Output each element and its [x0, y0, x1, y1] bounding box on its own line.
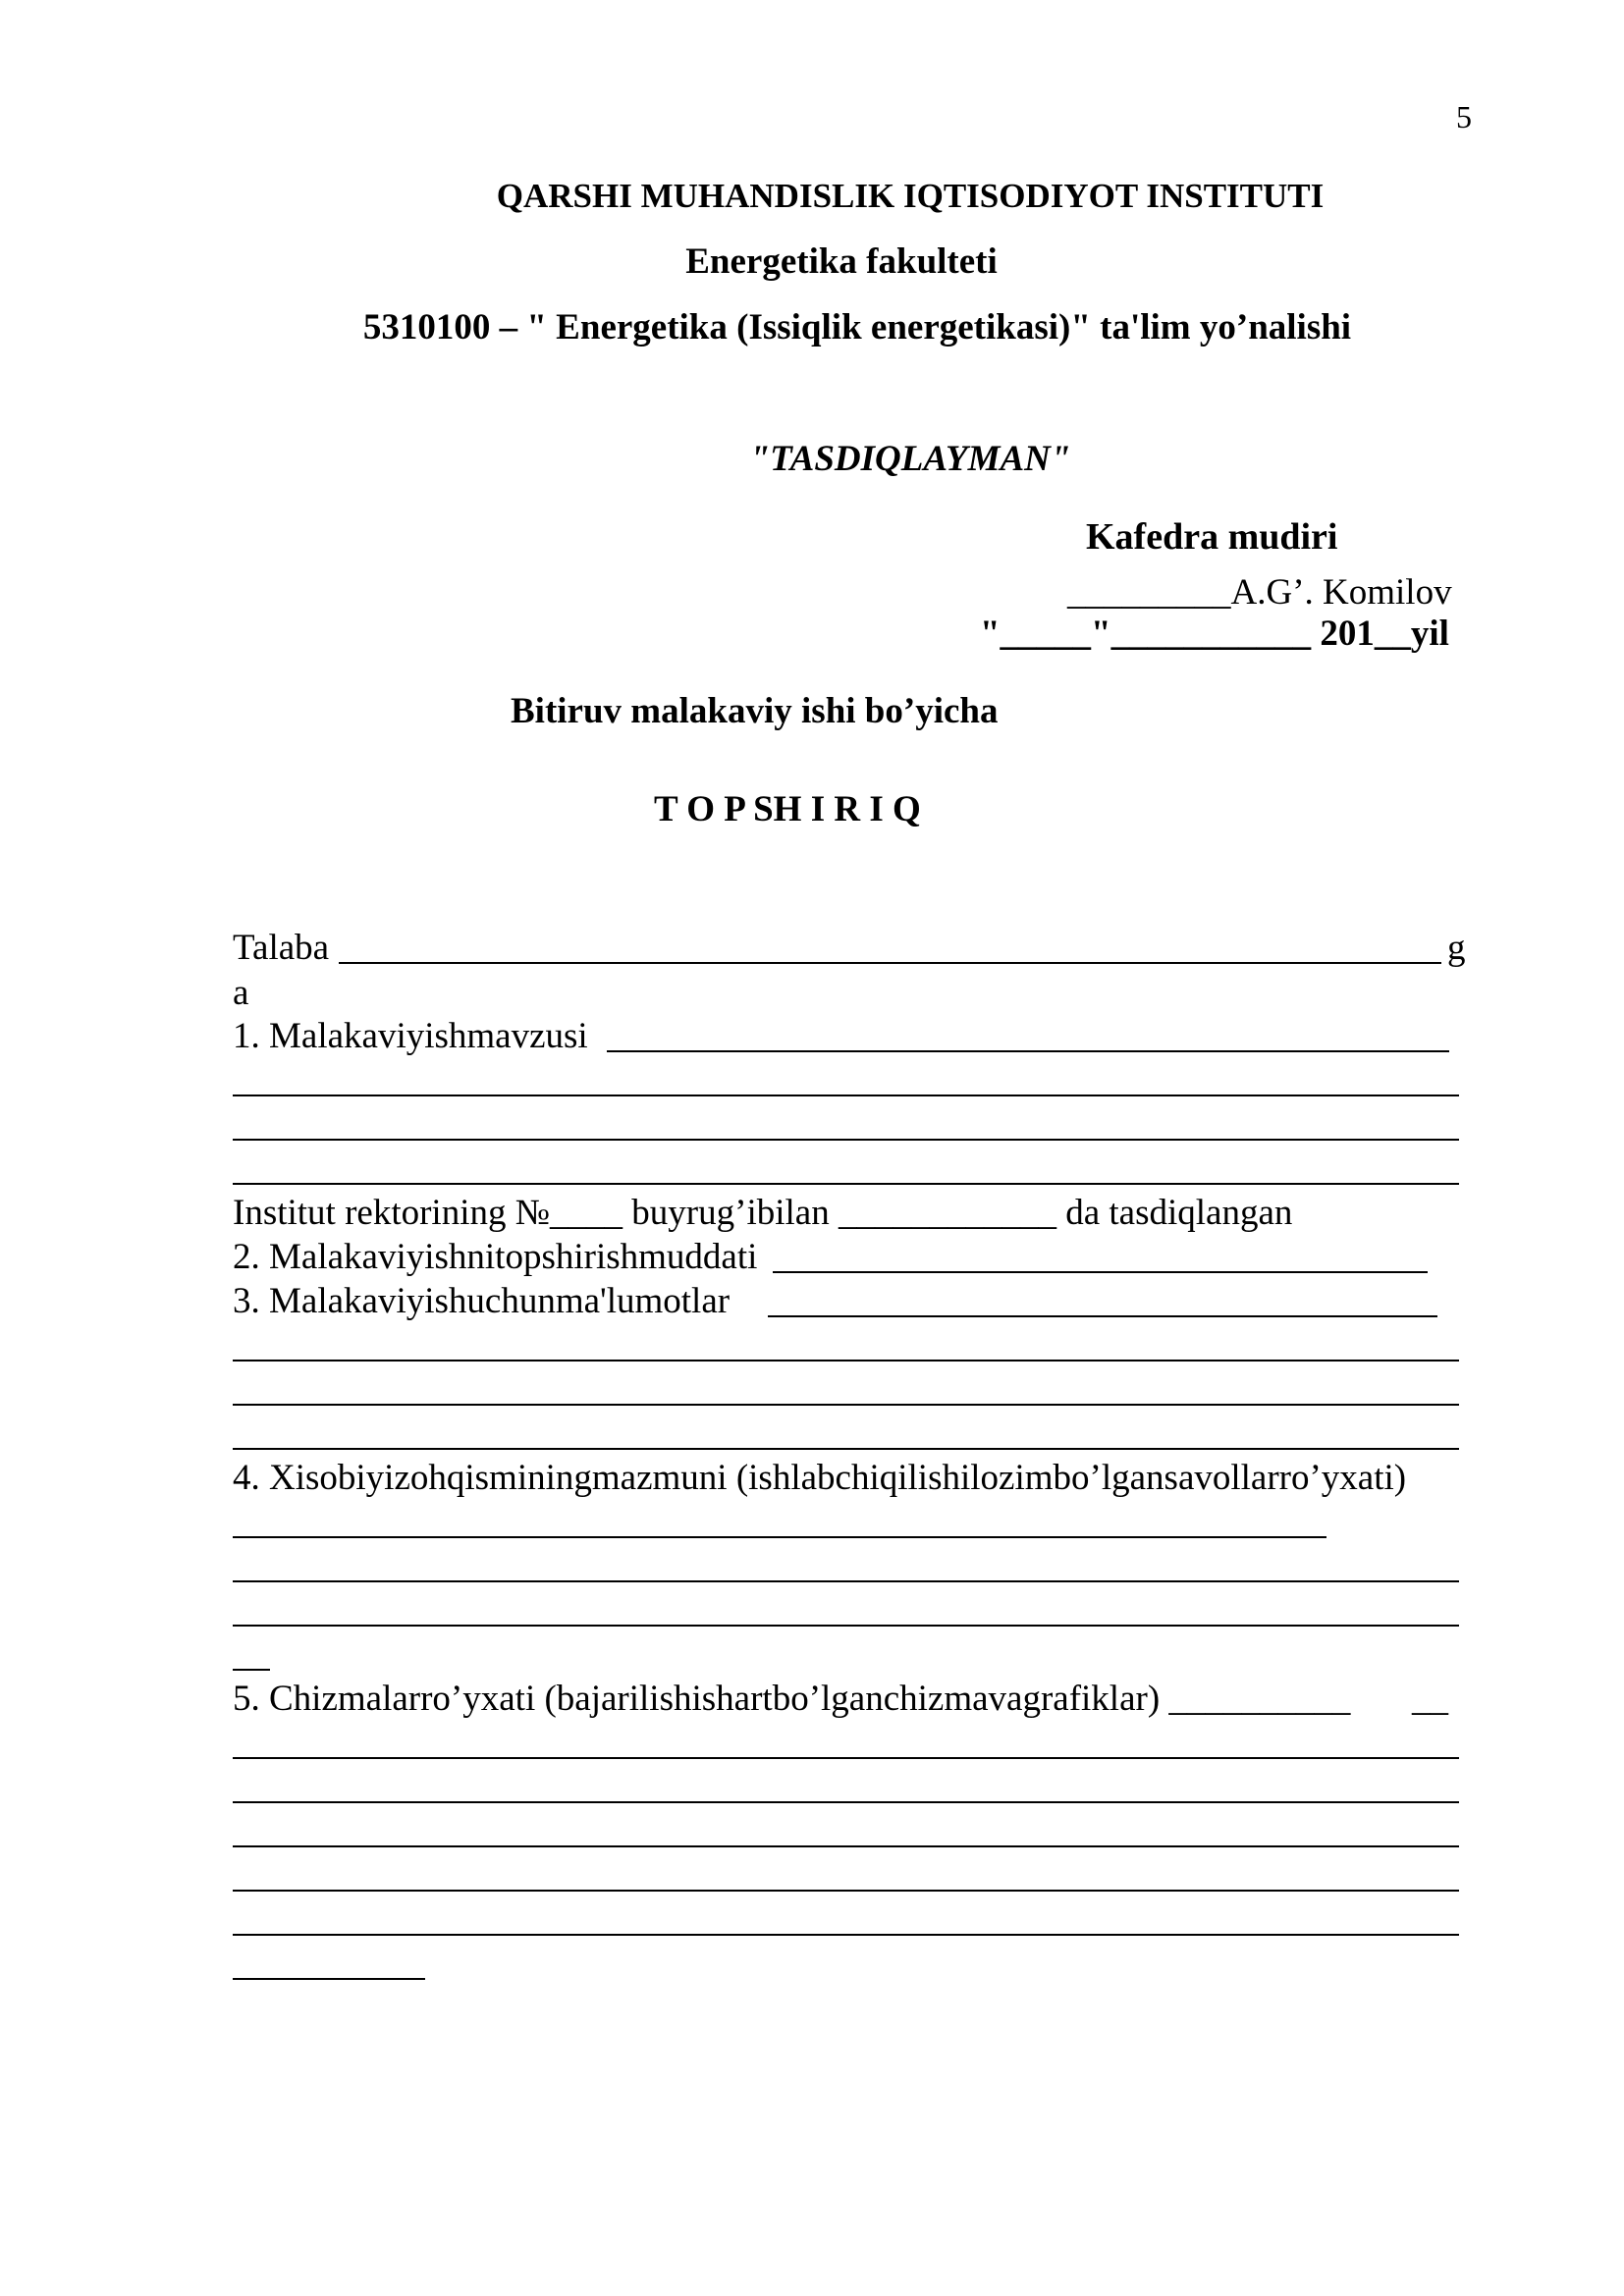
- item-3-fill-line: [768, 1315, 1437, 1317]
- blank-line: [233, 1890, 1459, 1892]
- item-5-label: 5. Chizmalarro’yxati (bajarilishishartbo’lganchizmavagrafiklar) __________: [233, 1679, 1351, 1719]
- item-2-fill-line: [773, 1271, 1428, 1273]
- blank-line: [233, 1448, 1459, 1450]
- blank-line: [233, 1580, 1459, 1582]
- item-5-tail: __: [1412, 1679, 1448, 1719]
- blank-line: [233, 1183, 1459, 1185]
- blank-line: [233, 1934, 1459, 1936]
- talaba-wrap: a: [233, 973, 249, 1013]
- item-1-fill-line: [607, 1050, 1449, 1052]
- short-blank-line: [233, 1669, 270, 1671]
- faculty-title: Energetika fakulteti: [685, 241, 998, 282]
- item-4-fill-line: [233, 1536, 1326, 1538]
- blank-line: [233, 1139, 1459, 1141]
- talaba-fill-line: [339, 962, 1441, 964]
- item-3-label: 3. Malakaviyishuchunma'lumotlar: [233, 1281, 731, 1321]
- program-title: 5310100 – " Energetika (Issiqlik energetikasi)" ta'lim yo’nalishi: [362, 307, 1352, 347]
- item-4-label: 4. Xisobiyizohqismi​ningmazmuni (ishlabchiqilishilozimbo’lgansavollarro’yxati): [233, 1458, 1407, 1498]
- document-title: T O P SH I R I Q: [654, 789, 921, 829]
- talaba-label: Talaba: [233, 928, 330, 968]
- blank-line: [233, 1625, 1459, 1627]
- blank-line: [233, 1801, 1459, 1803]
- approval-title: "TASDIQLAYMAN": [749, 439, 1071, 479]
- blank-line: [233, 1757, 1459, 1759]
- institute-title: QARSHI MUHANDISLIK IQTISODIYOT INSTITUTI: [496, 177, 1325, 215]
- blank-line: [233, 1404, 1459, 1406]
- item-2-label: 2. Malakaviyishnitopshirishmuddati: [233, 1237, 758, 1277]
- blank-line: [233, 1845, 1459, 1847]
- approval-position: Kafedra mudiri: [1086, 516, 1338, 558]
- approval-name: _________A.G’. Komilov: [1067, 572, 1452, 613]
- rector-order-line: Institut rektorining №____ buyrug’ibilan ____________ da tasdiqlangan: [233, 1193, 1293, 1233]
- blank-line: [233, 1095, 1459, 1096]
- item-1-label: 1. Malakaviyishmavzusi: [233, 1016, 588, 1056]
- blank-line: [233, 1360, 1459, 1362]
- talaba-tail: g: [1447, 928, 1466, 968]
- page-number: 5: [1456, 99, 1472, 134]
- approval-date: "_____"___________ 201__yil: [980, 614, 1449, 654]
- subject-line: Bitiruv malakaviy ishi bo’yicha: [511, 691, 999, 731]
- short-blank-line: [233, 1978, 425, 1980]
